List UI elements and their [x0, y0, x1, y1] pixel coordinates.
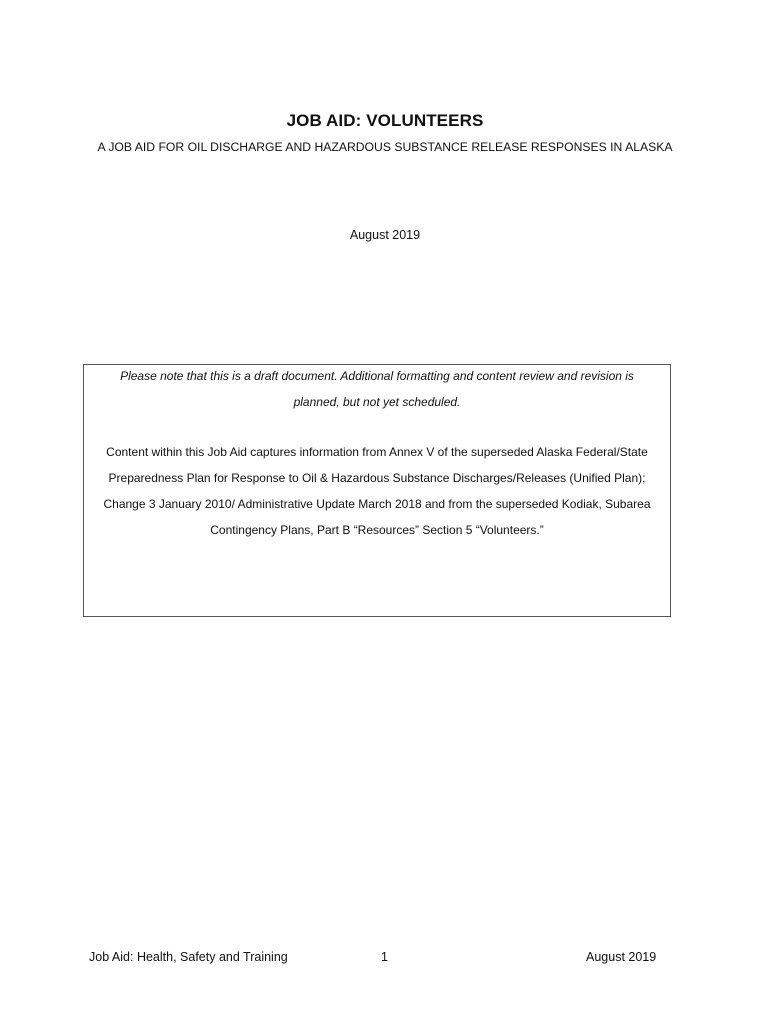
footer-left-text: Job Aid: Health, Safety and Training	[89, 950, 288, 964]
draft-note: Please note that this is a draft document. Additional formatting and content review and revision is planned, but not yet scheduled.	[120, 369, 634, 409]
document-date: August 2019	[349, 228, 421, 242]
document-subtitle: A JOB AID FOR OIL DISCHARGE AND HAZARDOUS SUBSTANCE RELEASE RESPONSES IN ALASKA	[97, 140, 673, 154]
footer-page-number: 1	[381, 950, 388, 964]
notice-box	[83, 364, 671, 617]
document-title: JOB AID: VOLUNTEERS	[286, 111, 484, 130]
content-note: Content within this Job Aid captures information from Annex V of the superseded Alaska Federal/State Preparedness Plan for Response to Oil & Hazardous Substance Discharges/Releases (Unified Plan); Change 3 January 2010/ Administrative Update March 2018 and from the superseded Kodiak, Subarea Contingency Plans, Part B “Resources” Section 5 “Volunteers.”	[103, 445, 651, 537]
footer-right-date: August 2019	[586, 950, 657, 964]
